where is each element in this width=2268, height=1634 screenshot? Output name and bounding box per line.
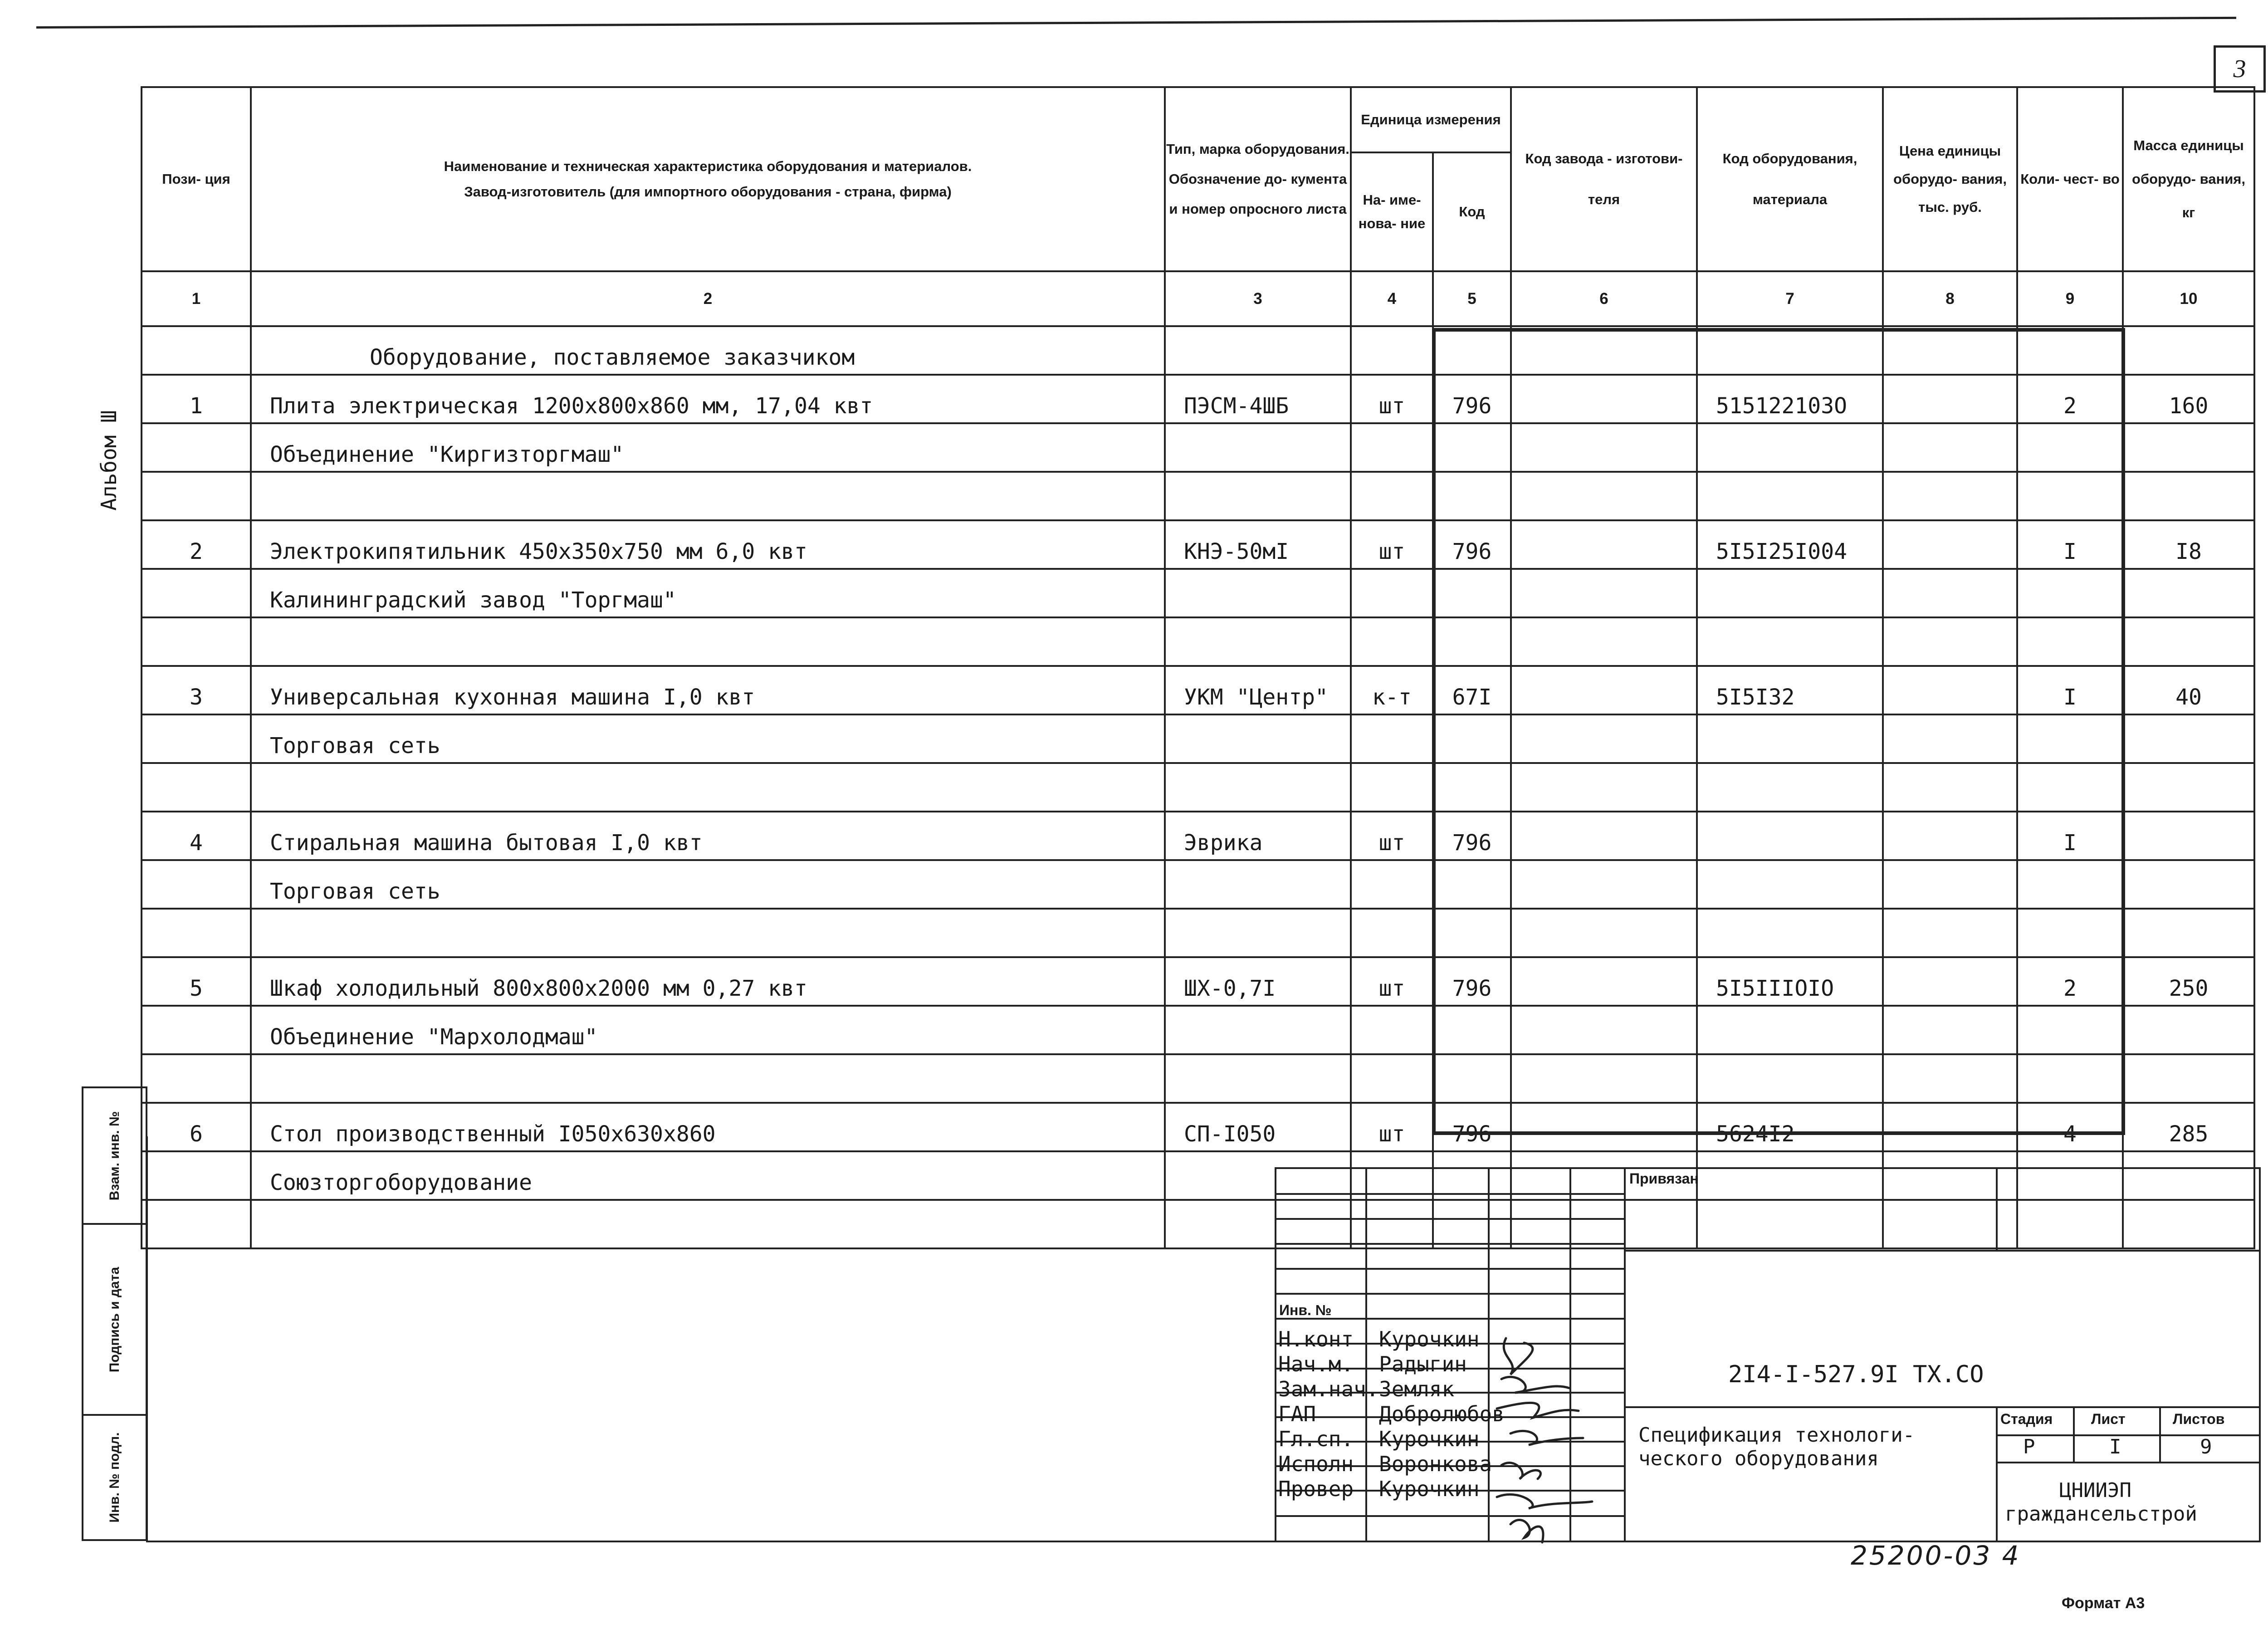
organization-line2: граждансельстрой <box>2005 1502 2197 1526</box>
table-cell <box>142 423 251 472</box>
table-cell: ПЭСМ-4ШБ <box>1165 375 1351 423</box>
table-cell <box>2123 909 2254 957</box>
table-cell: шт <box>1351 520 1433 569</box>
header-name: Наименование и техническая характеристика оборудования и материалов. Завод-изготовитель (для импортного оборудования - страна, фирма) <box>251 87 1165 271</box>
table-cell <box>2017 423 2123 472</box>
table-row <box>142 1054 2254 1103</box>
table-cell <box>1883 909 2017 957</box>
table-cell <box>1433 1006 1511 1054</box>
header-factory-code: Код завода - изготови- теля <box>1511 87 1697 271</box>
table-row <box>142 957 2254 1006</box>
table-row <box>142 617 2254 666</box>
table-cell <box>1511 423 1697 472</box>
table-cell <box>1883 569 2017 617</box>
document-code: 2I4-I-527.9I ТХ.СО <box>1728 1361 1984 1388</box>
table-cell: 5 <box>142 957 251 1006</box>
table-cell: шт <box>1351 375 1433 423</box>
table-cell: Союзторгоборудование <box>251 1151 1165 1200</box>
side-label-podpis: Подпись и дата <box>107 1267 122 1372</box>
header-quantity: Коли- чест- во <box>2017 87 2123 271</box>
table-cell <box>2123 1151 2254 1200</box>
header-price: Цена единицы оборудо- вания, тыс. руб. <box>1883 87 2017 271</box>
table-cell <box>1883 714 2017 763</box>
column-number: 4 <box>1351 271 1433 326</box>
table-cell <box>1511 1006 1697 1054</box>
table-cell <box>1511 520 1697 569</box>
section-title: Оборудование, поставляемое заказчиком <box>251 326 1165 375</box>
signer-name: Земляк <box>1379 1377 1455 1401</box>
table-cell <box>251 472 1165 520</box>
table-cell: 3 <box>142 666 251 714</box>
table-cell <box>142 1006 251 1054</box>
table-cell <box>2123 1200 2254 1248</box>
table-cell: Калининградский завод "Торгмаш" <box>251 569 1165 617</box>
table-row <box>142 1006 2254 1054</box>
table-cell <box>142 1151 251 1200</box>
table-cell <box>1511 375 1697 423</box>
table-cell <box>2123 472 2254 520</box>
table-body <box>142 375 2254 1248</box>
table-cell: 796 <box>1433 375 1511 423</box>
stage-value: Р <box>2023 1435 2035 1458</box>
column-number: 9 <box>2017 271 2123 326</box>
table-cell: 1 <box>142 375 251 423</box>
table-cell <box>1697 1054 1883 1103</box>
table-cell <box>1697 423 1883 472</box>
table-cell: I8 <box>2123 520 2254 569</box>
table-cell <box>2017 763 2123 812</box>
inv-number-label: Инв. № <box>1279 1302 1332 1318</box>
table-cell <box>1511 1054 1697 1103</box>
column-number: 7 <box>1697 271 1883 326</box>
table-cell <box>1433 472 1511 520</box>
table-cell <box>1433 860 1511 909</box>
signer-role: ГАП <box>1278 1402 1316 1426</box>
table-cell <box>1697 812 1883 860</box>
table-cell <box>1883 472 2017 520</box>
table-cell <box>142 860 251 909</box>
table-cell <box>1351 1054 1433 1103</box>
table-cell: 515122103О <box>1697 375 1883 423</box>
column-number-row <box>142 271 2254 326</box>
table-cell <box>1697 860 1883 909</box>
table-cell <box>1883 1103 2017 1151</box>
table-cell <box>1351 1151 1433 1200</box>
table-cell <box>1165 763 1351 812</box>
table-cell <box>1165 423 1351 472</box>
table-cell: I <box>2017 520 2123 569</box>
table-cell <box>2017 909 2123 957</box>
side-label-inv-podl: Инв. № подл. <box>107 1432 122 1523</box>
table-row <box>142 860 2254 909</box>
table-cell: 796 <box>1433 957 1511 1006</box>
sheet-value: I <box>2109 1435 2121 1458</box>
table-cell <box>1351 1200 1433 1248</box>
column-number: 6 <box>1511 271 1697 326</box>
table-cell: Объединение "Киргизторгмаш" <box>251 423 1165 472</box>
table-cell: 285 <box>2123 1103 2254 1151</box>
table-cell <box>1697 1151 1883 1200</box>
table-cell <box>1511 1200 1697 1248</box>
column-number: 5 <box>1433 271 1511 326</box>
table-cell <box>1165 909 1351 957</box>
document-title-line1: Спецификация технологи- <box>1638 1424 1915 1447</box>
table-row <box>142 569 2254 617</box>
side-box-podpis <box>82 1223 147 1416</box>
table-cell <box>1511 1103 1697 1151</box>
table-cell <box>2123 860 2254 909</box>
table-cell: 5I5I32 <box>1697 666 1883 714</box>
table-cell <box>142 1200 251 1248</box>
table-cell <box>1883 375 2017 423</box>
table-cell <box>1697 472 1883 520</box>
table-cell <box>1883 617 2017 666</box>
table-cell <box>2123 617 2254 666</box>
table-cell <box>1883 666 2017 714</box>
organization-line1: ЦНИИЭП <box>2059 1479 2131 1502</box>
table-cell <box>1351 763 1433 812</box>
table-row <box>142 909 2254 957</box>
column-number: 1 <box>142 271 251 326</box>
table-cell <box>1697 569 1883 617</box>
table-cell <box>1165 569 1351 617</box>
table-cell <box>1165 617 1351 666</box>
table-cell: СП-I050 <box>1165 1103 1351 1151</box>
header-mass: Масса единицы оборудо- вания, кг <box>2123 87 2254 271</box>
sheets-value: 9 <box>2200 1435 2212 1458</box>
table-cell: Эврика <box>1165 812 1351 860</box>
table-cell <box>2123 423 2254 472</box>
table-cell <box>1351 423 1433 472</box>
table-cell: 4 <box>142 812 251 860</box>
header-type: Тип, марка оборудования. Обозначение до- кумента и номер опросного листа <box>1165 87 1351 271</box>
table-cell <box>1511 812 1697 860</box>
side-box-inv-podl <box>82 1414 147 1541</box>
table-cell <box>2123 714 2254 763</box>
header-equipment-code: Код оборудования, материала <box>1697 87 1883 271</box>
table-cell <box>1433 1054 1511 1103</box>
table-cell <box>1883 520 2017 569</box>
table-cell <box>1351 1006 1433 1054</box>
table-cell <box>2017 1151 2123 1200</box>
table-cell: шт <box>1351 812 1433 860</box>
side-box-vzam <box>82 1086 147 1225</box>
signer-name: Курочкин <box>1379 1327 1480 1351</box>
table-cell: Стиральная машина бытовая I,0 квт <box>251 812 1165 860</box>
table-cell: шт <box>1351 1103 1433 1151</box>
table-cell <box>251 617 1165 666</box>
table-cell <box>1883 1054 2017 1103</box>
table-cell: 160 <box>2123 375 2254 423</box>
signer-name: Воронкова <box>1379 1452 1492 1476</box>
table-cell: 250 <box>2123 957 2254 1006</box>
table-cell: ШХ-0,7I <box>1165 957 1351 1006</box>
table-cell <box>1511 763 1697 812</box>
table-row <box>142 1200 2254 1248</box>
table-cell <box>1351 617 1433 666</box>
table-cell: Объединение "Мархолодмаш" <box>251 1006 1165 1054</box>
table-row <box>142 375 2254 423</box>
table-cell <box>1165 1006 1351 1054</box>
column-number: 3 <box>1165 271 1351 326</box>
specification-table <box>141 86 2255 1249</box>
table-cell <box>1883 763 2017 812</box>
document-title-line2: ческого оборудования <box>1638 1447 1879 1470</box>
sheets-label: Листов <box>2173 1411 2225 1427</box>
signer-role: Гл.сп. <box>1278 1427 1354 1451</box>
table-cell: 2 <box>2017 375 2123 423</box>
signatures <box>1479 1329 1597 1547</box>
table-cell <box>1511 860 1697 909</box>
signer-role: Н.конт <box>1278 1327 1354 1351</box>
table-cell <box>1165 472 1351 520</box>
table-cell <box>251 909 1165 957</box>
column-number: 2 <box>251 271 1165 326</box>
table-cell <box>1883 957 2017 1006</box>
table-cell: КНЭ-50мI <box>1165 520 1351 569</box>
table-cell <box>1165 1200 1351 1248</box>
table-cell: 5I5I25I004 <box>1697 520 1883 569</box>
table-cell: шт <box>1351 957 1433 1006</box>
table-cell: I <box>2017 666 2123 714</box>
table-cell: УКМ "Центр" <box>1165 666 1351 714</box>
table-cell: 5I5IIIOIO <box>1697 957 1883 1006</box>
table-cell <box>2123 1054 2254 1103</box>
table-cell: к-т <box>1351 666 1433 714</box>
table-cell <box>1165 1151 1351 1200</box>
table-cell <box>142 763 251 812</box>
table-cell <box>142 909 251 957</box>
archive-code: 25200-03 4 <box>1851 1540 2021 1571</box>
album-label: Альбом Ш <box>97 410 121 511</box>
table-cell <box>1697 1200 1883 1248</box>
signer-name: Курочкин <box>1379 1427 1480 1451</box>
table-row <box>142 1151 2254 1200</box>
table-cell <box>1433 763 1511 812</box>
table-cell <box>142 617 251 666</box>
table-cell <box>2017 1054 2123 1103</box>
table-cell <box>1697 1006 1883 1054</box>
column-number: 10 <box>2123 271 2254 326</box>
table-cell <box>2017 1006 2123 1054</box>
table-cell <box>1883 1006 2017 1054</box>
table-cell <box>1165 860 1351 909</box>
table-cell: 2 <box>142 520 251 569</box>
table-cell: 40 <box>2123 666 2254 714</box>
table-cell: Шкаф холодильный 800х800х2000 мм 0,27 квт <box>251 957 1165 1006</box>
table-cell <box>1433 1151 1511 1200</box>
table-cell <box>1351 860 1433 909</box>
table-cell <box>251 1200 1165 1248</box>
column-number: 8 <box>1883 271 2017 326</box>
table-cell <box>1433 569 1511 617</box>
table-cell <box>1511 617 1697 666</box>
table-cell <box>1511 569 1697 617</box>
signer-name: Курочкин <box>1379 1477 1480 1501</box>
table-row <box>142 812 2254 860</box>
table-cell <box>1511 714 1697 763</box>
table-row <box>142 520 2254 569</box>
signer-name: Добролюбов <box>1379 1402 1505 1426</box>
table-cell: 2 <box>2017 957 2123 1006</box>
table-cell: 796 <box>1433 1103 1511 1151</box>
table-cell <box>1883 812 2017 860</box>
signer-role: Исполн <box>1278 1452 1354 1476</box>
table-cell <box>1697 909 1883 957</box>
table-row <box>142 472 2254 520</box>
page-number: 3 <box>2233 55 2246 83</box>
table-cell: Плита электрическая 1200х800х860 мм, 17,04 квт <box>251 375 1165 423</box>
signer-role: Зам.нач. <box>1278 1377 1379 1401</box>
table-cell <box>1697 617 1883 666</box>
top-border-line <box>36 17 2236 29</box>
header-unit: Единица измерения <box>1351 87 1511 152</box>
table-cell <box>1433 617 1511 666</box>
table-cell <box>142 569 251 617</box>
table-cell: 67I <box>1433 666 1511 714</box>
table-cell <box>251 763 1165 812</box>
table-cell <box>2017 860 2123 909</box>
page-number-box <box>2214 45 2266 93</box>
table-cell <box>1433 714 1511 763</box>
header-unit-code: Код <box>1433 152 1511 271</box>
table-cell <box>1165 1054 1351 1103</box>
table-cell <box>142 1054 251 1103</box>
header-unit-name: На- име- нова- ние <box>1351 152 1433 271</box>
table-cell <box>1511 666 1697 714</box>
signer-name: Радыгин <box>1379 1352 1467 1376</box>
table-cell: Торговая сеть <box>251 714 1165 763</box>
table-cell <box>1433 1200 1511 1248</box>
table-cell <box>142 472 251 520</box>
table-cell <box>2017 617 2123 666</box>
table-cell <box>251 1054 1165 1103</box>
table-cell <box>2123 569 2254 617</box>
table-cell <box>2123 763 2254 812</box>
table-cell <box>1883 860 2017 909</box>
table-cell <box>1433 423 1511 472</box>
table-cell <box>1351 714 1433 763</box>
table-cell <box>2123 1006 2254 1054</box>
stage-label: Стадия <box>2000 1411 2053 1427</box>
table-cell <box>1511 472 1697 520</box>
table-cell: Универсальная кухонная машина I,0 квт <box>251 666 1165 714</box>
sheet-label: Лист <box>2091 1411 2126 1427</box>
section-title-row <box>142 326 2254 375</box>
table-cell: I <box>2017 812 2123 860</box>
table-cell <box>1351 569 1433 617</box>
table-cell <box>1697 763 1883 812</box>
side-label-vzam: Взам. инв. № <box>107 1111 122 1200</box>
table-cell <box>2017 569 2123 617</box>
signer-role: Провер <box>1278 1477 1354 1501</box>
table-cell <box>2123 812 2254 860</box>
table-row <box>142 1103 2254 1151</box>
table-cell <box>1351 909 1433 957</box>
table-cell: 5624I2 <box>1697 1103 1883 1151</box>
table-cell <box>1511 909 1697 957</box>
table-cell <box>1511 957 1697 1006</box>
signer-role: Нач.м. <box>1278 1352 1354 1376</box>
table-row <box>142 763 2254 812</box>
table-row <box>142 714 2254 763</box>
table-cell <box>1433 909 1511 957</box>
header-position: Пози- ция <box>142 87 251 271</box>
table-cell: 6 <box>142 1103 251 1151</box>
table-cell <box>142 714 251 763</box>
table-cell <box>2017 472 2123 520</box>
table-cell: Электрокипятильник 450х350х750 мм 6,0 квт <box>251 520 1165 569</box>
table-cell <box>1697 714 1883 763</box>
table-cell: 796 <box>1433 812 1511 860</box>
table-cell <box>2017 714 2123 763</box>
table-cell <box>1351 472 1433 520</box>
table-cell: Торговая сеть <box>251 860 1165 909</box>
privyazan-label: Привязан <box>1629 1170 1699 1187</box>
table-cell <box>1883 423 2017 472</box>
table-cell <box>1165 714 1351 763</box>
format-label: Формат А3 <box>2062 1595 2145 1612</box>
table-cell <box>2017 1200 2123 1248</box>
table-cell: Стол производственный I050х630х860 <box>251 1103 1165 1151</box>
table-cell: 4 <box>2017 1103 2123 1151</box>
table-cell: 796 <box>1433 520 1511 569</box>
table-row <box>142 423 2254 472</box>
table-row <box>142 666 2254 714</box>
